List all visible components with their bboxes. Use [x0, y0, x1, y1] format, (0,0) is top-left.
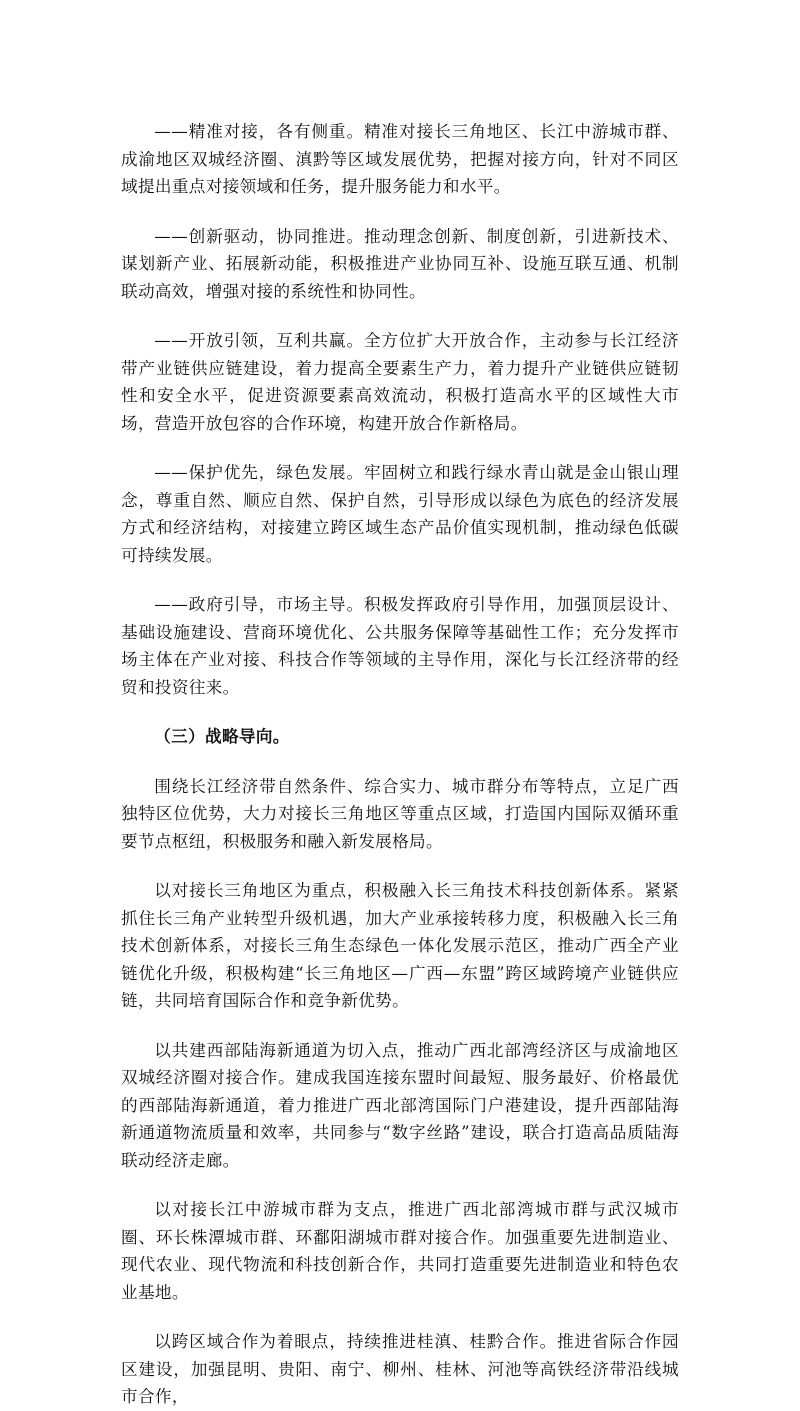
- section-heading: （三）战略导向。: [154, 726, 290, 746]
- principle-paragraph-government: ——政府引导，市场主导。积极发挥政府引导作用，加强顶层设计、基础设施建设、营商环境优化、公共服务保障等基础性工作；充分发挥市场主体在产业对接、科技合作等领域的主导作用，深化与长江经济带的经贸和投资往来。: [121, 595, 679, 697]
- strategy-paragraph-western-corridor: 以共建西部陆海新通道为切入点，推动广西北部湾经济区与成渝地区双城经济圈对接合作。建成我国连接东盟时间最短、服务最好、价格最优的西部陆海新通道，着力推进广西北部湾国际门户港建设，提升西部陆海新通道物流质量和效率，共同参与“数字丝路”建设，联合打造高品质陆海联动经济走廊。: [121, 1040, 679, 1170]
- strategy-paragraph-overview: 围绕长江经济带自然条件、综合实力、城市群分布等特点，立足广西独特区位优势，大力对接长三角地区等重点区域，打造国内国际双循环重要节点枢纽，积极服务和融入新发展格局。: [121, 776, 679, 851]
- principle-paragraph-precise-docking: ——精准对接，各有侧重。精准对接长三角地区、长江中游城市群、成渝地区双城经济圈、滇黔等区域发展优势，把握对接方向，针对不同区域提出重点对接领域和任务，提升服务能力和水平。: [121, 122, 679, 196]
- strategy-paragraph-cross-region: 以跨区域合作为着眼点，持续推进桂滇、桂黔合作。推进省际合作园区建设，加强昆明、贵阳、南宁、柳州、桂林、河池等高铁经济带沿线城市合作，: [121, 1332, 679, 1406]
- document-body: [121, 118, 679, 1411]
- principle-paragraph-green: ——保护优先，绿色发展。牢固树立和践行绿水青山就是金山银山理念，尊重自然、顺应自然、保护自然，引导形成以绿色为底色的经济发展方式和经济结构，对接建立跨区域生态产品价值实现机制，推动绿色低碳可持续发展。: [121, 463, 679, 565]
- principle-paragraph-openness: ——开放引领，互利共赢。全方位扩大开放合作，主动参与长江经济带产业链供应链建设，着力提高全要素生产力，着力提升产业链供应链韧性和安全水平，促进资源要素高效流动，积极打造高水平的区域性大市场，营造开放包容的合作环境，构建开放合作新格局。: [121, 331, 679, 433]
- principle-paragraph-innovation: ——创新驱动，协同推进。推动理念创新、制度创新，引进新技术、谋划新产业、拓展新动能，积极推进产业协同互补、设施互联互通、机制联动高效，增强对接的系统性和协同性。: [121, 226, 679, 301]
- strategy-paragraph-yangtze-delta: 以对接长三角地区为重点，积极融入长三角技术科技创新体系。紧紧抓住长三角产业转型升级机遇，加大产业承接转移力度，积极融入长三角技术创新体系，对接长三角生态绿色一体化发展示范区，推动广西全产业链优化升级，积极构建“长三角地区—广西—东盟”跨区域跨境产业链供应链，共同培育国际合作和竞争新优势。: [121, 881, 679, 1010]
- strategy-paragraph-middle-reaches: 以对接长江中游城市群为支点，推进广西北部湾城市群与武汉城市圈、环长株潭城市群、环鄱阳湖城市群对接合作。加强重要先进制造业、现代农业、现代物流和科技创新合作，共同打造重要先进制造业和特色农业基地。: [121, 1200, 679, 1302]
